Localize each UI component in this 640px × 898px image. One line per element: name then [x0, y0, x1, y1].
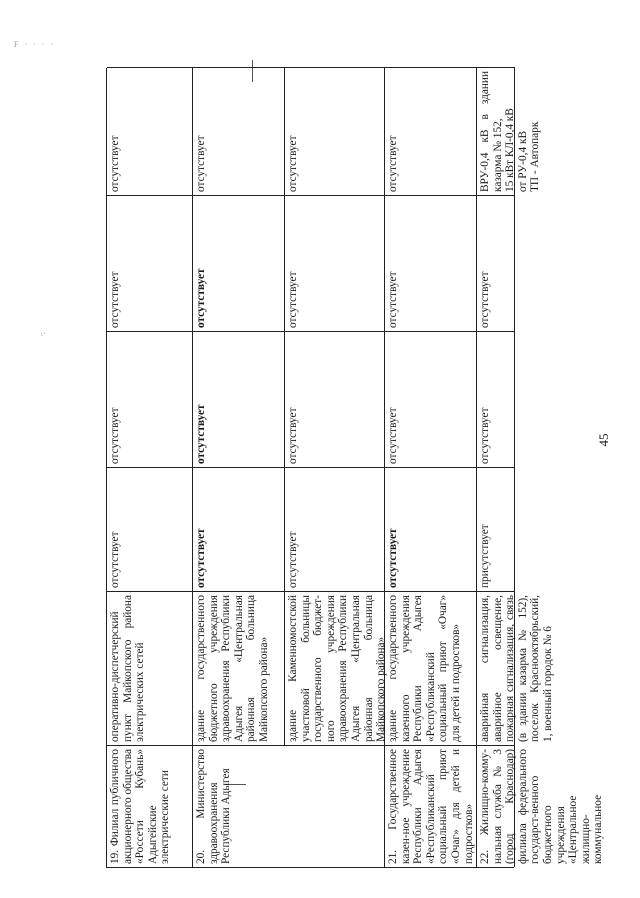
status-cell: отсутствует	[285, 195, 385, 331]
status-cell: отсутствует	[193, 195, 285, 331]
status-cell: отсутствует	[285, 331, 385, 467]
status-cell: отсутствует	[285, 67, 385, 195]
status-cell: отсутствует	[107, 195, 193, 331]
power-source-line: ВРУ-0,4 кВ в здании казарма № 152,	[479, 71, 504, 192]
object-name-cell: оперативно-диспетчерский пункт Майкопского района электрических сетей	[107, 591, 193, 745]
power-source-cell	[477, 67, 542, 195]
power-source-line: ТП - Автопарк	[529, 121, 542, 192]
object-name-cell: аварийная сигнализация, аварийное освещение, пожарная сигнализация, связь (в здании казарма № 152), поселок Краснооктябрьский, 1, военный городок № 6	[477, 591, 515, 745]
status-cell: отсутствует	[477, 195, 515, 331]
page-number: 45	[596, 433, 611, 447]
object-name-cell: здание государственного бюджетного учреждения здравоохранения Республики Адыгея «Центральная районная больница Майкопского района»	[193, 591, 285, 745]
status-cell: отсутствует	[385, 67, 477, 195]
scan-noise-mark: ·:	[37, 332, 47, 337]
organization-cell: 21. Государственное казен-ное учреждение Республики Адыгея «Республиканский социальный приют «Очаг» для детей и подростков»	[385, 745, 477, 867]
status-cell: отсутствует	[385, 331, 477, 467]
status-cell: отсутствует	[477, 331, 515, 467]
power-source-line: от РУ-0,4 кВ	[516, 131, 529, 192]
organization-cell: 22. Жилищно-комму-нальная служба № 3 (город Краснодар) филиала федерального государст-венного бюджетного учреждения «Центральное жилищно-коммунальное	[477, 745, 515, 867]
status-cell: отсутствует	[285, 467, 385, 591]
status-cell: отсутствует	[107, 331, 193, 467]
object-name-cell: здание государственного казенного учреждения Республики Адыгея «Республиканский социальный приют «Очаг» для детей и подростков»	[385, 591, 477, 745]
status-cell: отсутствует	[385, 195, 477, 331]
status-cell: отсутствует	[193, 67, 285, 195]
power-source-line: 15 кВт КЛ-0,4 кВ	[504, 108, 517, 192]
status-cell: отсутствует	[107, 67, 193, 195]
object-name-cell: здание Каменномостской участковой больницы государственного бюджет-ного учреждения здравоохранения Республики Адыгея «Центральная районная больница Майкопского района»	[285, 591, 385, 745]
status-cell: отсутствует	[193, 467, 285, 591]
organization-cell: 19. Филиал публичного акционерного общества «Россети Кубань» Адыгейские электрические сети	[107, 745, 193, 867]
status-cell: отсутствует	[193, 331, 285, 467]
status-cell: отсутствует	[385, 467, 477, 591]
status-cell: отсутствует	[107, 467, 193, 591]
status-cell: присутствует	[477, 467, 515, 591]
scan-noise-mark: F · · · ·	[14, 40, 56, 49]
organization-cell: 20. Министерство здравоохранения Республики Адыгея	[193, 745, 385, 867]
